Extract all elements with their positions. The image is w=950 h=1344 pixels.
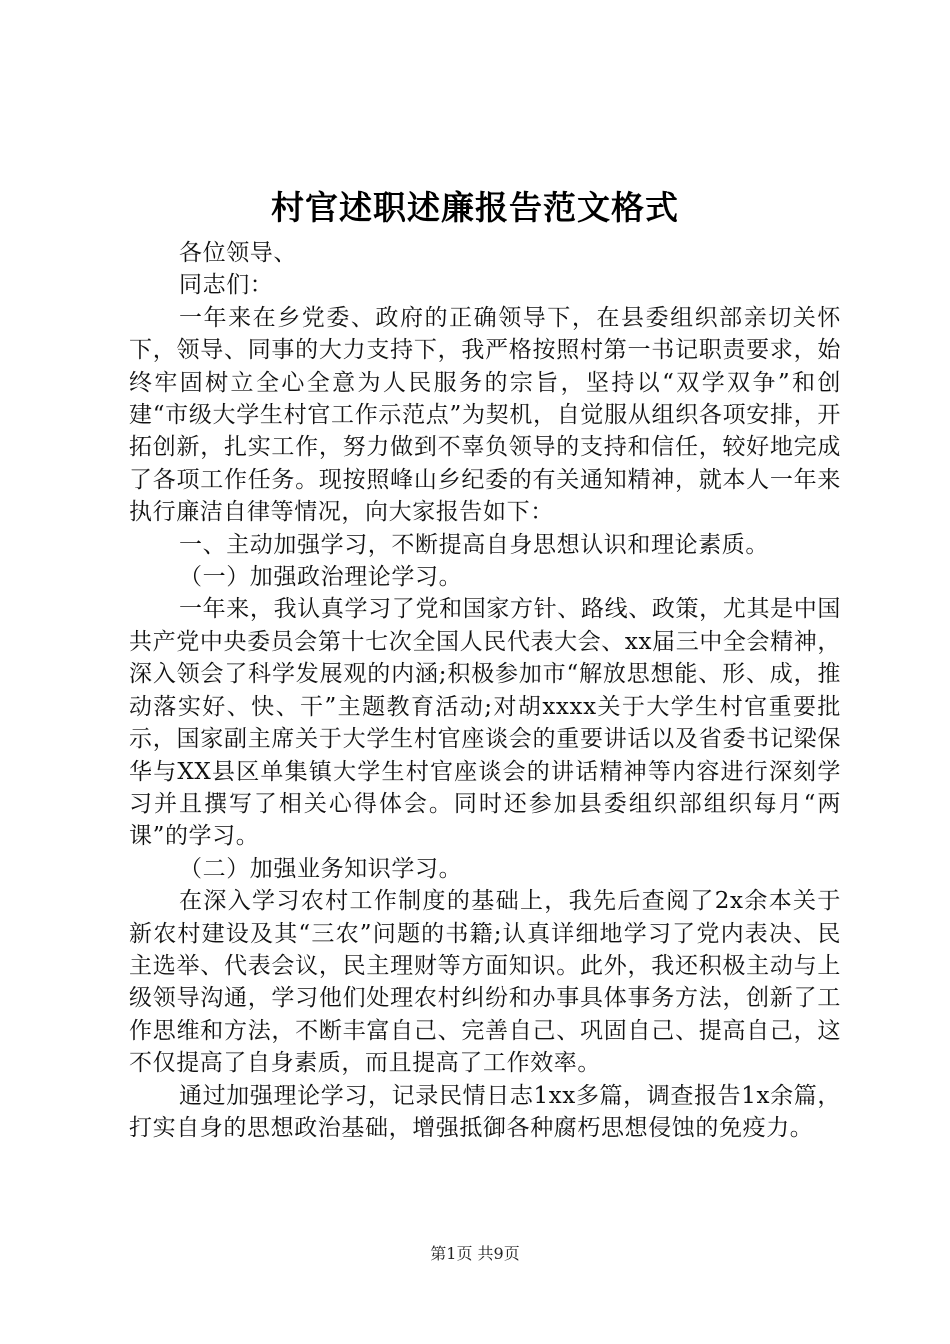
salutation-line-2: 同志们：	[179, 272, 274, 299]
body-paragraph-3: 通过加强理论学习，记录民情日志1xx多篇，调查报告1x余篇，打实自身的思想政治基础，增强抵御各种腐朽思想侵蚀的免疫力。	[129, 1082, 841, 1141]
document-title: 村官述职述廉报告范文格式	[271, 188, 679, 227]
intro-paragraph: 一年来在乡党委、政府的正确领导下，在县委组织部亲切关怀下，领导、同事的大力支持下，我严格按照村第一书记职责要求，始终牢固树立全心全意为人民服务的宗旨，坚持以“双学双争”和创建“市级大学生村官工作示范点”为契机，自觉服从组织各项安排，开拓创新，扎实工作，努力做到不辜负领导的支持和信任，较好地完成了各项工作任务。现按照峰山乡纪委的有关通知精神，就本人一年来执行廉洁自律等情况，向大家报告如下：	[129, 304, 841, 526]
body-paragraph-1: 一年来，我认真学习了党和国家方针、路线、政策，尤其是中国共产党中央委员会第十七次全国人民代表大会、xx届三中全会精神，深入领会了科学发展观的内涵;积极参加市“解放思想能、形、成，推动落实好、快、干”主题教育活动;对胡xxxx关于大学生村官重要批示，国家副主席关于大学生村官座谈会的重要讲话以及省委书记梁保华与XX县区单集镇大学生村官座谈会的讲话精神等内容进行深刻学习并且撰写了相关心得体会。同时还参加县委组织部组织每月“两课”的学习。	[129, 596, 841, 850]
document-body	[129, 237, 841, 1144]
subsection-heading-2: （二）加强业务知识学习。	[179, 855, 463, 882]
subsection-heading-1: （一）加强政治理论学习。	[179, 564, 463, 591]
section-heading-1: 一、主动加强学习，不断提高自身思想认识和理论素质。	[179, 531, 769, 558]
body-paragraph-2: 在深入学习农村工作制度的基础上，我先后查阅了2x余本关于新农村建设及其“三农”问题的书籍;认真详细地学习了党内表决、民主选举、代表会议，民主理财等方面知识。此外，我还积极主动与上级领导沟通，学习他们处理农村纠纷和办事具体事务方法，创新了工作思维和方法，不断丰富自己、完善自己、巩固自己、提高自己，这不仅提高了自身素质，而且提高了工作效率。	[129, 888, 841, 1077]
page-number-footer: 第1页 共9页	[430, 1244, 520, 1263]
salutation-line-1: 各位领导、	[179, 240, 297, 266]
